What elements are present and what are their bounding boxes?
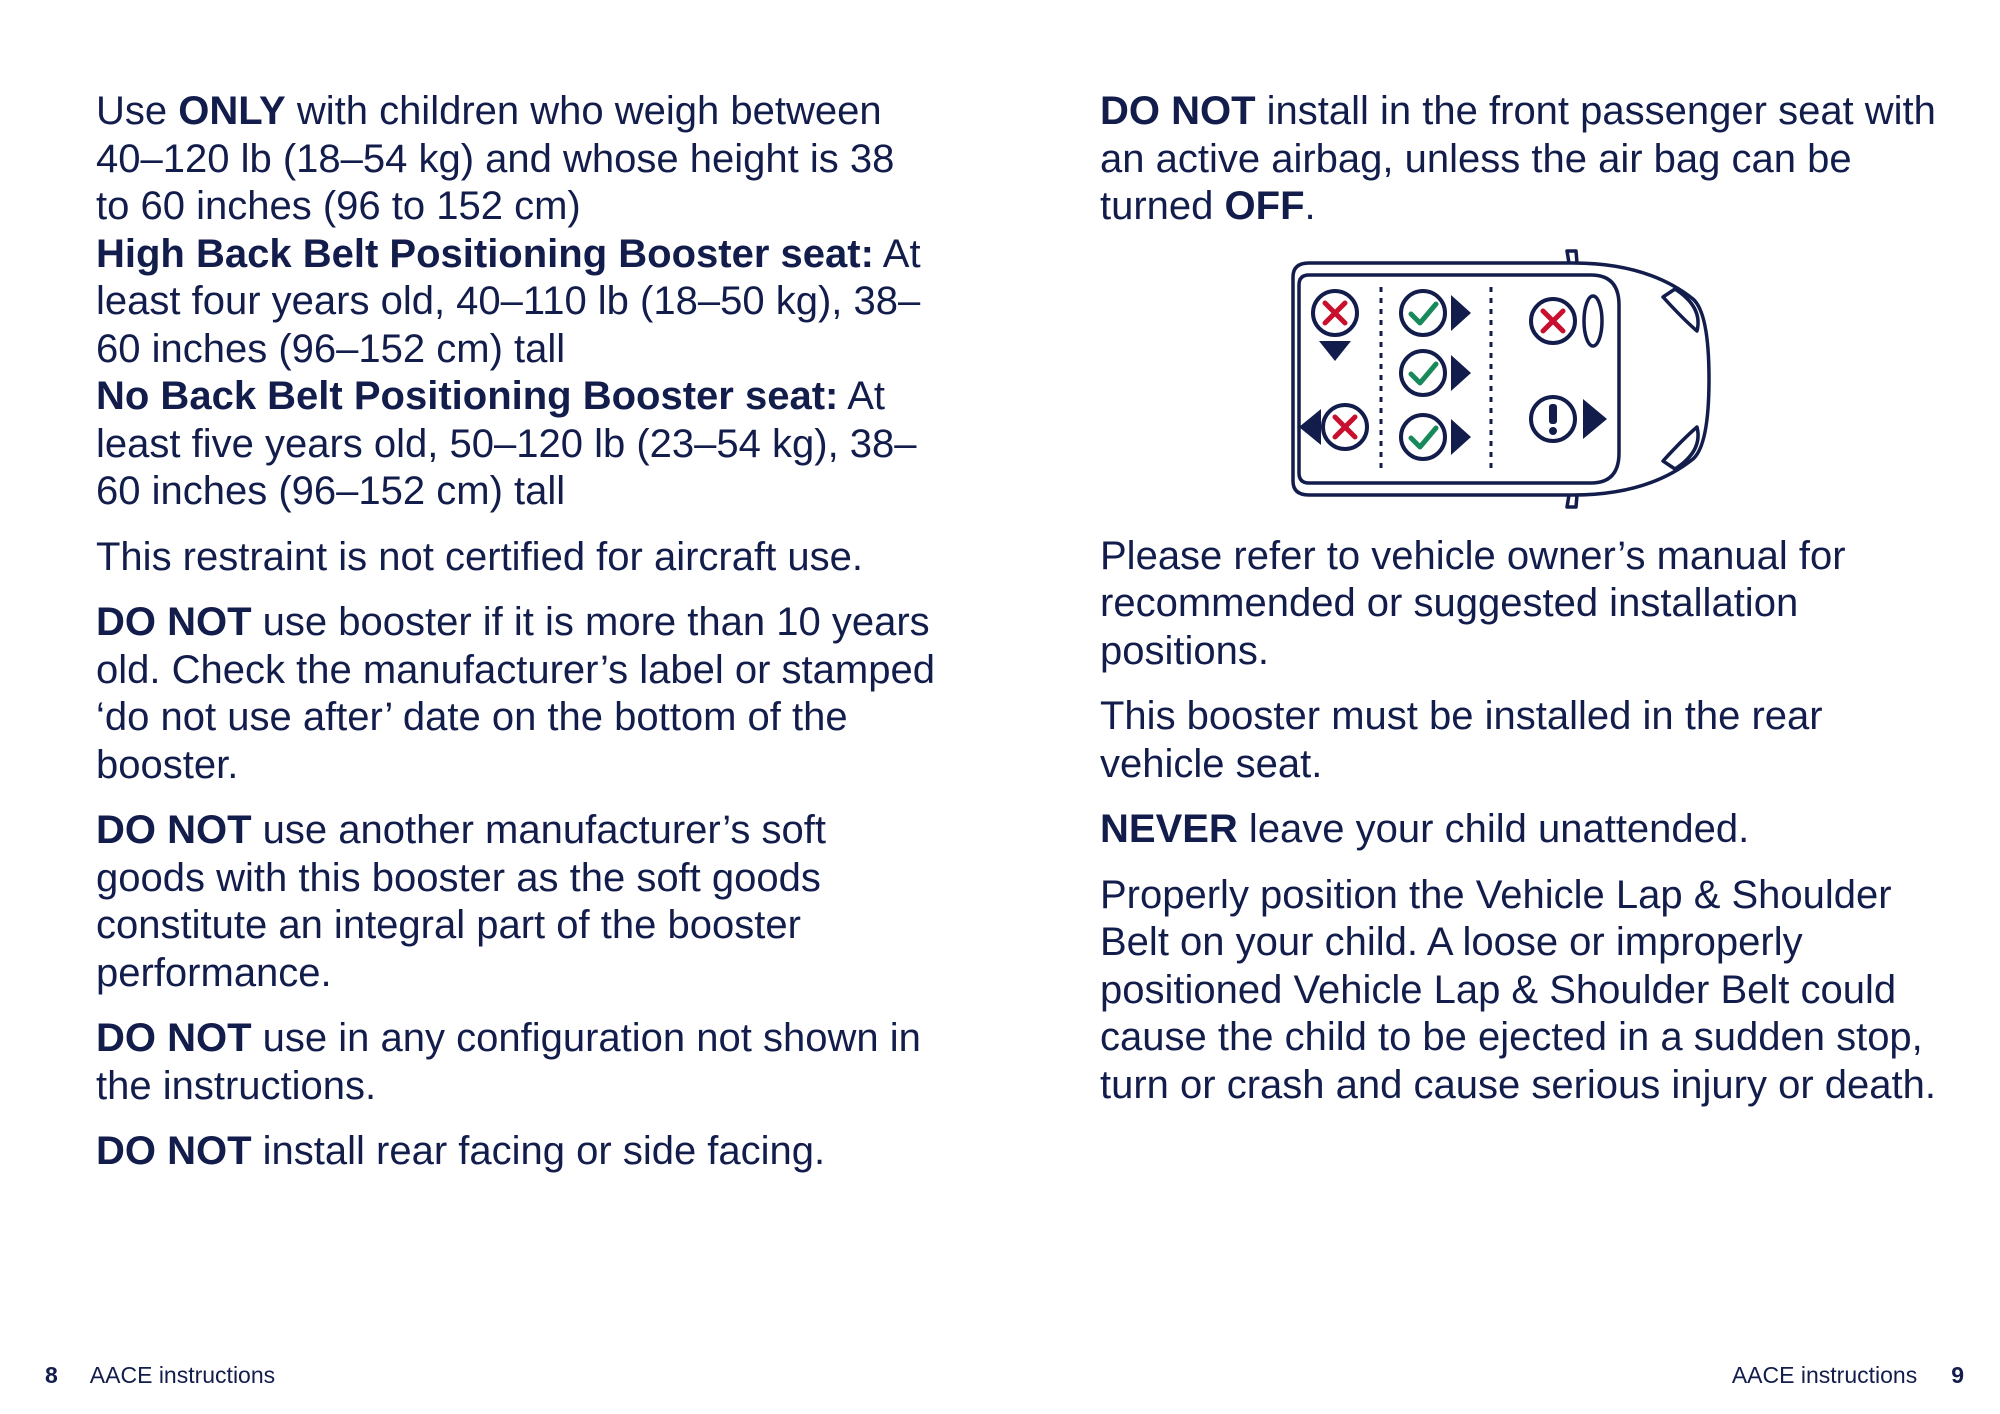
no-back-requirement: No Back Belt Positioning Booster seat: At least five years old, 50–120 lb (23–54 kg), 38–60 inches (96–152 cm) tall (96, 374, 917, 513)
side-mirror-top (1567, 251, 1577, 263)
side-mirror-bottom (1567, 495, 1577, 507)
left-column (96, 88, 936, 1194)
arrow-left-icon (1299, 409, 1321, 445)
soft-goods-warning: DO NOT use another manufacturer’s soft goods with this booster as the soft goods constitute an integral part of the booster performance. (96, 808, 826, 995)
page-number: 9 (1951, 1362, 1964, 1388)
aircraft-note: This restraint is not certified for aircraft use. (96, 534, 863, 579)
windshield-bottom (1663, 427, 1698, 469)
facing-warning: DO NOT install rear facing or side facing. (96, 1129, 826, 1173)
owners-manual-note: Please refer to vehicle owner’s manual for recommended or suggested installation positions. (1100, 533, 1846, 673)
right-column (1100, 88, 1940, 1127)
cross-icon (1323, 405, 1367, 449)
configuration-warning: DO NOT use in any configuration not shown in the instructions. (96, 1016, 921, 1108)
unattended-warning: NEVER leave your child unattended. (1100, 807, 1750, 851)
airbag-warning: DO NOT install in the front passenger seat with an active airbag, unless the air bag can be turned OFF. (1100, 89, 1936, 228)
check-icon (1401, 351, 1445, 395)
expiry-warning: DO NOT use booster if it is more than 10 years old. Check the manufacturer’s label or stamped ‘do not use after’ date on the bottom of the booster. (96, 600, 935, 787)
cross-icon (1531, 299, 1575, 343)
arrow-right-icon (1451, 419, 1471, 455)
rear-seat-note: This booster must be installed in the rear vehicle seat. (1100, 694, 1823, 786)
arrow-right-icon (1451, 355, 1471, 391)
footer-label: AACE instructions (1731, 1362, 1918, 1388)
cross-icon (1313, 291, 1357, 335)
footer-left (45, 1360, 275, 1390)
footer-label: AACE instructions (89, 1362, 276, 1388)
car-body-outline (1293, 263, 1709, 495)
page-number: 8 (45, 1362, 58, 1388)
arrow-down-icon (1319, 341, 1351, 361)
arrow-right-icon (1583, 399, 1607, 439)
weight-height-requirement: Use ONLY with children who weigh between 40–120 lb (18–54 kg) and whose height is 38 to 60 inches (96 to 152 cm) (96, 89, 895, 228)
belt-position-warning: Properly position the Vehicle Lap & Shoulder Belt on your child. A loose or improperly positioned Vehicle Lap & Shoulder Belt could cause the child to be ejected in a sudden stop, turn or crash and cause serious injury or death. (1100, 872, 1936, 1107)
footer-right (1732, 1360, 1964, 1390)
check-icon (1401, 291, 1445, 335)
check-icon (1401, 415, 1445, 459)
caution-icon (1531, 397, 1575, 441)
high-back-requirement: High Back Belt Positioning Booster seat: At least four years old, 40–110 lb (18–50 kg), 38–60 inches (96–152 cm) tall (96, 231, 921, 371)
vehicle-seating-diagram (1273, 249, 1723, 509)
arrow-right-icon (1451, 295, 1471, 331)
windshield-top (1663, 289, 1698, 331)
